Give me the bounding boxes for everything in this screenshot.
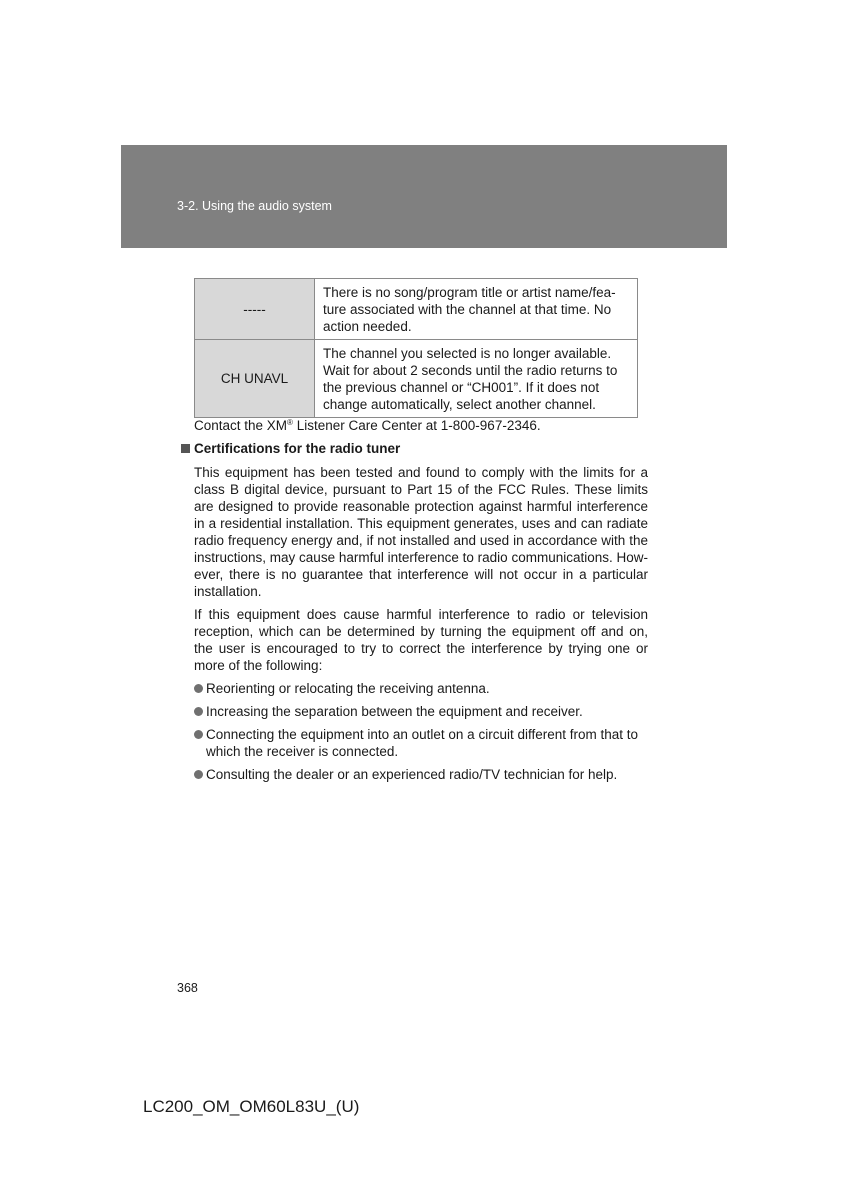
document-code: LC200_OM_OM60L83U_(U) [143, 1097, 360, 1116]
remedy-list [194, 680, 648, 789]
certification-paragraph: This equipment has been tested and found to comply with the limits for a class B digital device, pursuant to Part 15 of the FCC Rules. These limits are designed to provide reasonable protection against harmful interference in a residential installation. This equipment generates, uses and can radiate radio frequency energy and, if not installed and used in accordance with the instructions, may cause harmful interference to radio communications. How-ever, there is no guarantee that interference will not occur in a particular installation. [194, 465, 648, 599]
message-code: CH UNAVL [195, 340, 315, 418]
registered-mark: ® [287, 418, 293, 427]
circle-bullet-icon [194, 770, 203, 779]
contact-suffix: Listener Care Center at 1-800-967-2346. [292, 418, 541, 433]
list-item-text: Increasing the separation between the equipment and receiver. [206, 704, 583, 719]
certifications-heading-text: Certifications for the radio tuner [194, 441, 401, 456]
list-item [194, 766, 648, 783]
page-number: 368 [177, 981, 198, 995]
message-description: There is no song/program title or artist name/fea-ture associated with the channel at that time. No action needed. [315, 279, 638, 340]
table-row [195, 279, 638, 340]
list-item-text: Reorienting or relocating the receiving antenna. [206, 681, 490, 696]
circle-bullet-icon [194, 730, 203, 739]
circle-bullet-icon [194, 707, 203, 716]
list-item [194, 680, 648, 697]
list-item [194, 726, 648, 760]
contact-note [194, 418, 541, 433]
message-description: The channel you selected is no longer available. Wait for about 2 seconds until the radio returns to the previous channel or “CH001”. If it does not change automatically, select another channel. [315, 340, 638, 418]
certification-paragraph: If this equipment does cause harmful interference to radio or television reception, which can be determined by turning the equipment off and on, the user is encouraged to try to correct the interference by trying one or more of the following: [194, 607, 648, 673]
list-item-text: Consulting the dealer or an experienced radio/TV technician for help. [206, 767, 618, 782]
message-code: ----- [195, 279, 315, 340]
contact-prefix: Contact the XM [194, 418, 288, 433]
message-table [194, 278, 638, 418]
list-item-text: Connecting the equipment into an outlet on a circuit different from that to which the receiver is connected. [206, 727, 639, 759]
certifications-heading [181, 441, 400, 456]
section-header-band [121, 145, 727, 248]
circle-bullet-icon [194, 684, 203, 693]
section-label: 3-2. Using the audio system [177, 199, 332, 213]
list-item [194, 703, 648, 720]
square-bullet-icon [181, 444, 190, 453]
table-row [195, 340, 638, 418]
